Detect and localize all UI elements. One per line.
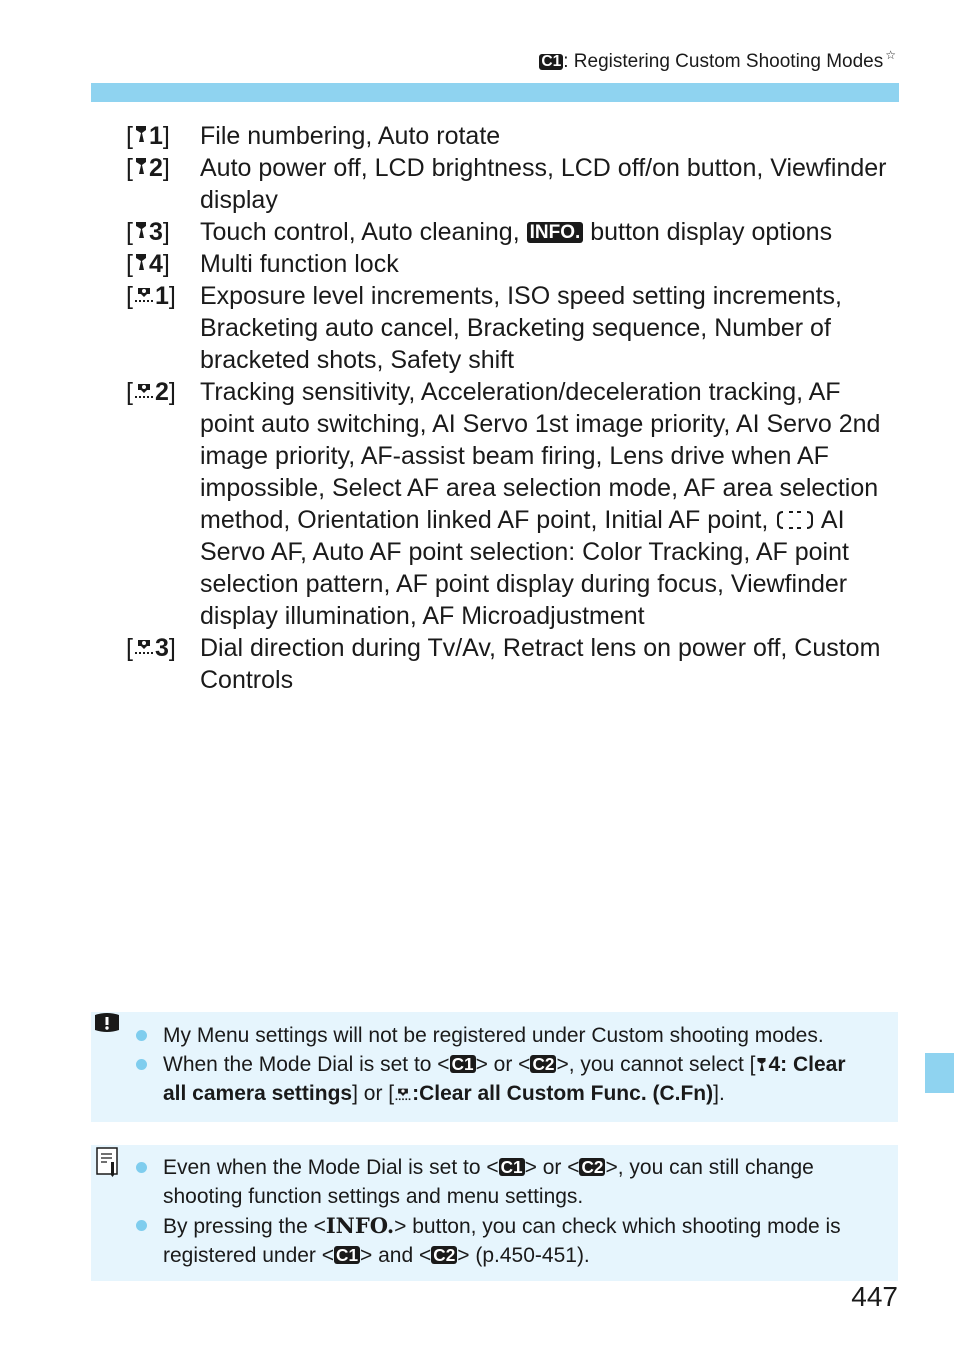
settings-text: Multi function lock [200,250,399,278]
tab-number: 4 [148,250,163,278]
custom-function-icon [133,284,155,304]
settings-row [126,216,898,248]
list-item [136,1050,874,1108]
settings-row [126,248,898,280]
list-item [136,1211,874,1270]
c2-mode-icon: C2 [581,1157,604,1177]
tab-number: 2 [154,378,169,406]
custom-function-icon [133,380,155,400]
settings-row [126,280,898,376]
caution-text: >, you cannot select [ [556,1053,756,1076]
tab-number: 3 [154,634,169,662]
caution-list [136,1021,874,1108]
star-icon: ☆ [885,48,896,62]
list-item [136,1153,874,1211]
caution-text: When the Mode Dial is set to < [163,1053,450,1076]
settings-row [126,376,898,632]
c1-mode-icon: C1 [500,1157,523,1177]
menu-tab-key: [ 2] [126,154,170,182]
c1-mode-icon: C1 [336,1245,359,1265]
setup-icon [133,252,149,272]
header-bar [91,83,899,102]
setting-name: :Clear all Custom Func. (C.Fn) [412,1082,714,1105]
setting-name: 4: Clear all camera settings [163,1053,846,1105]
settings-text-part: Tracking sensitivity, Acceleration/deceleration tracking, AF point auto switching, AI Servo 1st image priority, AI Servo 2nd image priority, AF-assist beam firing, Lens drive when AF impossible, Select AF area selection mode, AF area selection method, Orientation linked AF point, Initial AF point, [200,378,881,534]
settings-text-part: Touch control, Auto cleaning, [200,218,520,246]
info-button-icon: INFO. [527,222,584,243]
setup-icon [133,156,149,176]
c1-mode-icon: C1 [451,1054,474,1074]
c1-mode-icon: C1 [541,53,562,70]
chapter-side-tab [925,1053,954,1093]
settings-text [200,376,898,632]
caution-text: ]. [713,1082,725,1105]
settings-text: Dial direction during Tv/Av, Retract lens on power off, Custom Controls [200,634,881,694]
caution-text: My Menu settings will not be registered under Custom shooting modes. [163,1024,824,1047]
note-text: > (p.450-451). [457,1244,590,1267]
custom-function-icon [133,636,155,656]
custom-function-icon [394,1085,412,1102]
info-button-label: INFO. [325,1213,395,1238]
page-number: 447 [851,1281,898,1312]
list-item [136,1021,874,1050]
setup-icon [133,220,149,240]
settings-text-part: button display options [590,218,833,246]
settings-text: Auto power off, LCD brightness, LCD off/on button, Viewfinder display [200,154,887,214]
c2-mode-icon: C2 [433,1245,456,1265]
registered-settings-list [126,120,898,696]
menu-tab-key: [ 3] [126,218,170,246]
settings-text-part: AI Servo AF, Auto AF point selection: Color Tracking, AF point selection pattern, AF point display during focus, Viewfinder display illumination, AF Microadjustment [200,506,849,630]
note-text: Even when the Mode Dial is set to < [163,1156,499,1179]
note-text: By pressing the < [163,1215,326,1238]
setup-icon [755,1056,768,1073]
settings-text: File numbering, Auto rotate [200,122,501,150]
tab-number: 3 [148,218,163,246]
tab-number: 2 [148,154,163,182]
menu-tab-key: [ 4] [126,250,170,278]
bullet-icon [136,1030,147,1041]
caution-box [91,1012,898,1122]
note-icon [93,1145,125,1179]
note-text: >, you can still change shooting function settings and menu settings. [163,1156,814,1208]
setup-icon [133,124,149,144]
menu-tab-key: [ 3] [126,634,176,662]
caution-text: ] or [ [352,1082,395,1105]
bullet-icon [136,1162,147,1173]
menu-tab-key: [ 1] [126,122,170,150]
header-title: : Registering Custom Shooting Modes [563,51,884,72]
settings-row [126,152,898,216]
note-text: > and < [360,1244,432,1267]
settings-text [200,216,898,248]
bullet-icon [136,1220,147,1231]
note-list [136,1153,874,1270]
settings-row [126,632,898,696]
af-area-bracket-icon [775,509,815,531]
settings-row [126,120,898,152]
caution-icon [91,1012,123,1042]
menu-tab-key: [ 2] [126,378,176,406]
settings-text: Exposure level increments, ISO speed setting increments, Bracketing auto cancel, Bracketing sequence, Number of bracketed shots, Safety shift [200,282,842,374]
tab-number: 1 [148,122,163,150]
running-header [539,48,896,73]
note-text: > button, you can check which shooting mode is registered under < [163,1215,841,1267]
menu-tab-key: [ 1] [126,282,176,310]
tab-number: 1 [154,282,169,310]
c2-mode-icon: C2 [532,1054,555,1074]
note-text: > or < [524,1156,580,1179]
caution-text: > or < [475,1053,531,1076]
bullet-icon [136,1059,147,1070]
note-box [91,1145,898,1281]
